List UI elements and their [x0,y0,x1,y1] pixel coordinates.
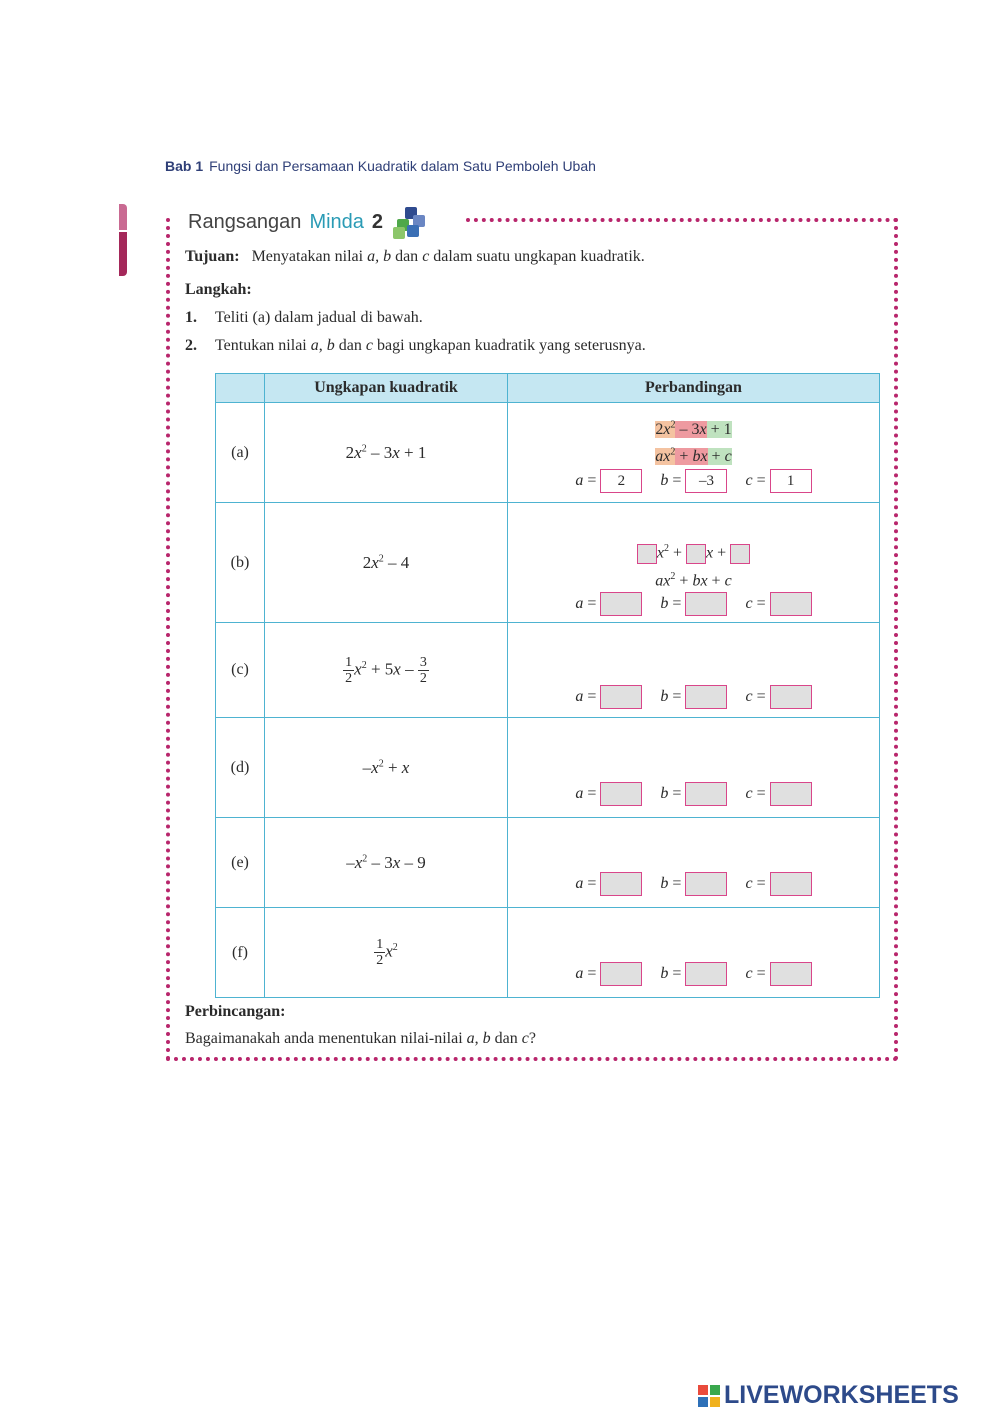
input-a[interactable] [600,685,642,709]
puzzle-icon [391,207,425,237]
input-c[interactable] [770,592,812,616]
coef-b-input[interactable] [686,544,706,564]
comparison-table [215,373,880,998]
chapter-header [165,158,596,174]
input-c[interactable] [770,685,812,709]
input-c[interactable] [770,962,812,986]
answer-a: 2 [600,469,642,493]
perbincangan-text: Bagaimanakah anda menentukan nilai-nilai a, b dan c? [185,1030,536,1047]
table-row: (a) $2x^2 - 3x + 1$ $2x^2 - 3x + 1$ $ax^2$ + bx + c a = 2 b = –3 c = 1 [216,403,880,503]
header-comparison: Perbandingan [508,374,880,403]
expression: $2x^2 - 4$ [265,503,508,623]
expression: $-x^2 - 3x - 9$ [265,818,508,908]
input-b[interactable] [685,962,727,986]
input-b[interactable] [685,592,727,616]
table-row: (e) $-x^2 - 3x - 9$ a = b = c = [216,818,880,908]
coef-a-input[interactable] [637,544,657,564]
table-row: (b) $2x^2 - 4$ $x^2 + x$ + $ax^2$ + bx + c a = b = c = [216,503,880,623]
expression: $\frac{1}{2}$ $x^2 + 5x$ – $\frac{3}{2}$ [265,623,508,718]
table-header-row [216,374,880,403]
chapter-number: Bab 1 [165,158,204,174]
table-row: (f) $\frac{1}{2}$ $x^2$ a = b = c = [216,908,880,998]
input-a[interactable] [600,782,642,806]
side-tab [119,204,127,276]
expression: $-x^2 + x$ [265,718,508,818]
table-row: (d) $-x^2 + x$ a = b = c = [216,718,880,818]
step-2: 2. Tentukan nilai a, b dan c bagi ungkapan kuadratik yang seterusnya. [185,337,646,354]
expression: $2x^2 - 3x + 1$ [265,403,508,503]
input-a[interactable] [600,962,642,986]
answer-c: 1 [770,469,812,493]
activity-title: Rangsangan Minda 2 [188,207,425,237]
table-row: (c) $\frac{1}{2}$ $x^2 + 5x$ – $\frac{3}{2}$ a = b = c = [216,623,880,718]
answer-b: –3 [685,469,727,493]
tujuan-line: Tujuan: Menyatakan nilai a, b dan c dalam suatu ungkapan kuadratik. [185,248,645,265]
expression: $\frac{1}{2}$ $x^2$ [265,908,508,998]
input-a[interactable] [600,592,642,616]
worked-comparison: $2x^2 - 3x + 1$ $ax^2$ + bx + c [655,420,732,465]
logo-icon [698,1385,720,1407]
perbincangan-heading: Perbincangan: [185,1003,286,1020]
step-1: 1. Teliti (a) dalam jadual di bawah. [185,309,423,326]
chapter-title: Fungsi dan Persamaan Kuadratik dalam Satu Pemboleh Ubah [209,158,596,174]
input-b[interactable] [685,782,727,806]
input-c[interactable] [770,872,812,896]
input-b[interactable] [685,872,727,896]
input-c[interactable] [770,782,812,806]
liveworksheets-logo: LIVEWORKSHEETS [698,1381,959,1410]
input-b[interactable] [685,685,727,709]
input-a[interactable] [600,872,642,896]
header-expression: Ungkapan kuadratik [265,374,508,403]
langkah-heading: Langkah: [185,281,252,298]
coef-c-input[interactable] [730,544,750,564]
